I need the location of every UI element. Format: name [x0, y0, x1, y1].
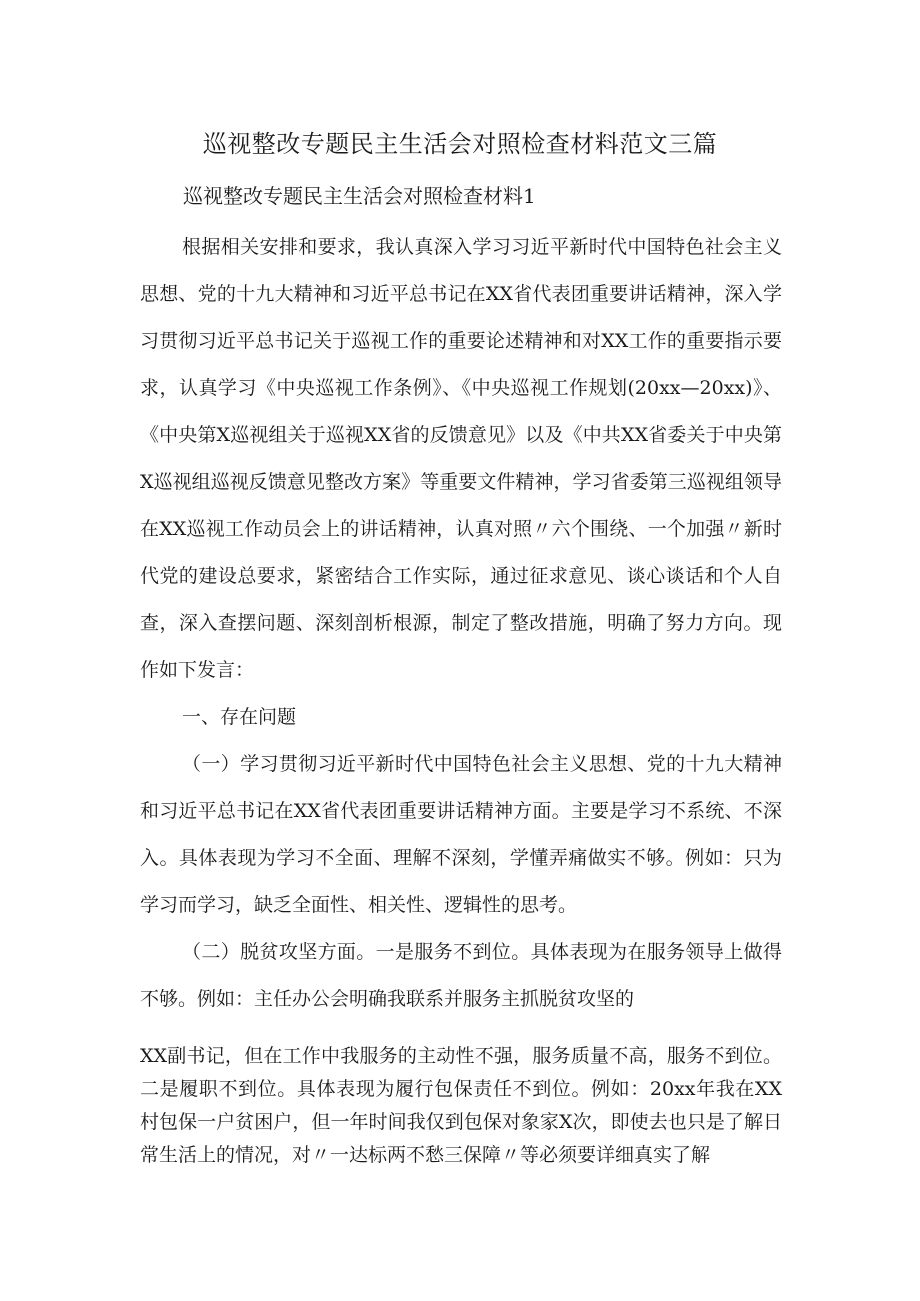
document-body — [140, 224, 782, 1023]
paragraph-poverty-continued: XX副书记，但在工作中我服务的主动性不强，服务质量不高，服务不到位。二是履职不到位。具体表现为履行包保责任不到位。例如：20xx年我在XX村包保一户贫困户，但一年时间我仅到包保对象家X次，即使去也只是了解日常生活上的情况，对〃一达标两不愁三保障〃等必须要详细真实了解 — [140, 1045, 782, 1166]
document-subtitle: 巡视整改专题民主生活会对照检查材料1 — [183, 184, 536, 208]
section-heading-problems: 一、存在问题 — [182, 706, 297, 728]
paragraph-poverty-issue: （二）脱贫攻坚方面。一是服务不到位。具体表现为在服务领导上做得不够。例如：主任办公会明确我联系并服务主抓脱贫攻坚的 — [140, 941, 782, 1010]
document-title: 巡视整改专题民主生活会对照检查材料范文三篇 — [202, 130, 718, 158]
document-body-continued — [140, 1040, 782, 1172]
paragraph-intro: 根据相关安排和要求，我认真深入学习习近平新时代中国特色社会主义思想、党的十九大精神和习近平总书记在XX省代表团重要讲话精神，深入学习贯彻习近平总书记关于巡视工作的重要论述精神和对XX工作的重要指示要求，认真学习《中央巡视工作条例》、《中央巡视工作规划(20xx—20xx)》、《中央第X巡视组关于巡视XX省的反馈意见》以及《中共XX省委关于中央第X巡视组巡视反馈意见整改方案》等重要文件精神，学习省委第三巡视组领导在XX巡视工作动员会上的讲话精神，认真对照〃六个围绕、一个加强〃新时代党的建设总要求，紧密结合工作实际，通过征求意见、谈心谈话和个人自查，深入查摆问题、深刻剖析根源，制定了整改措施，明确了努力方向。现作如下发言： — [140, 236, 782, 681]
paragraph-study-issue: （一）学习贯彻习近平新时代中国特色社会主义思想、党的十九大精神和习近平总书记在XX省代表团重要讲话精神方面。主要是学习不系统、不深入。具体表现为学习不全面、理解不深刻，学懂弄痛做实不够。例如：只为学习而学习，缺乏全面性、相关性、逻辑性的思考。 — [140, 753, 782, 916]
